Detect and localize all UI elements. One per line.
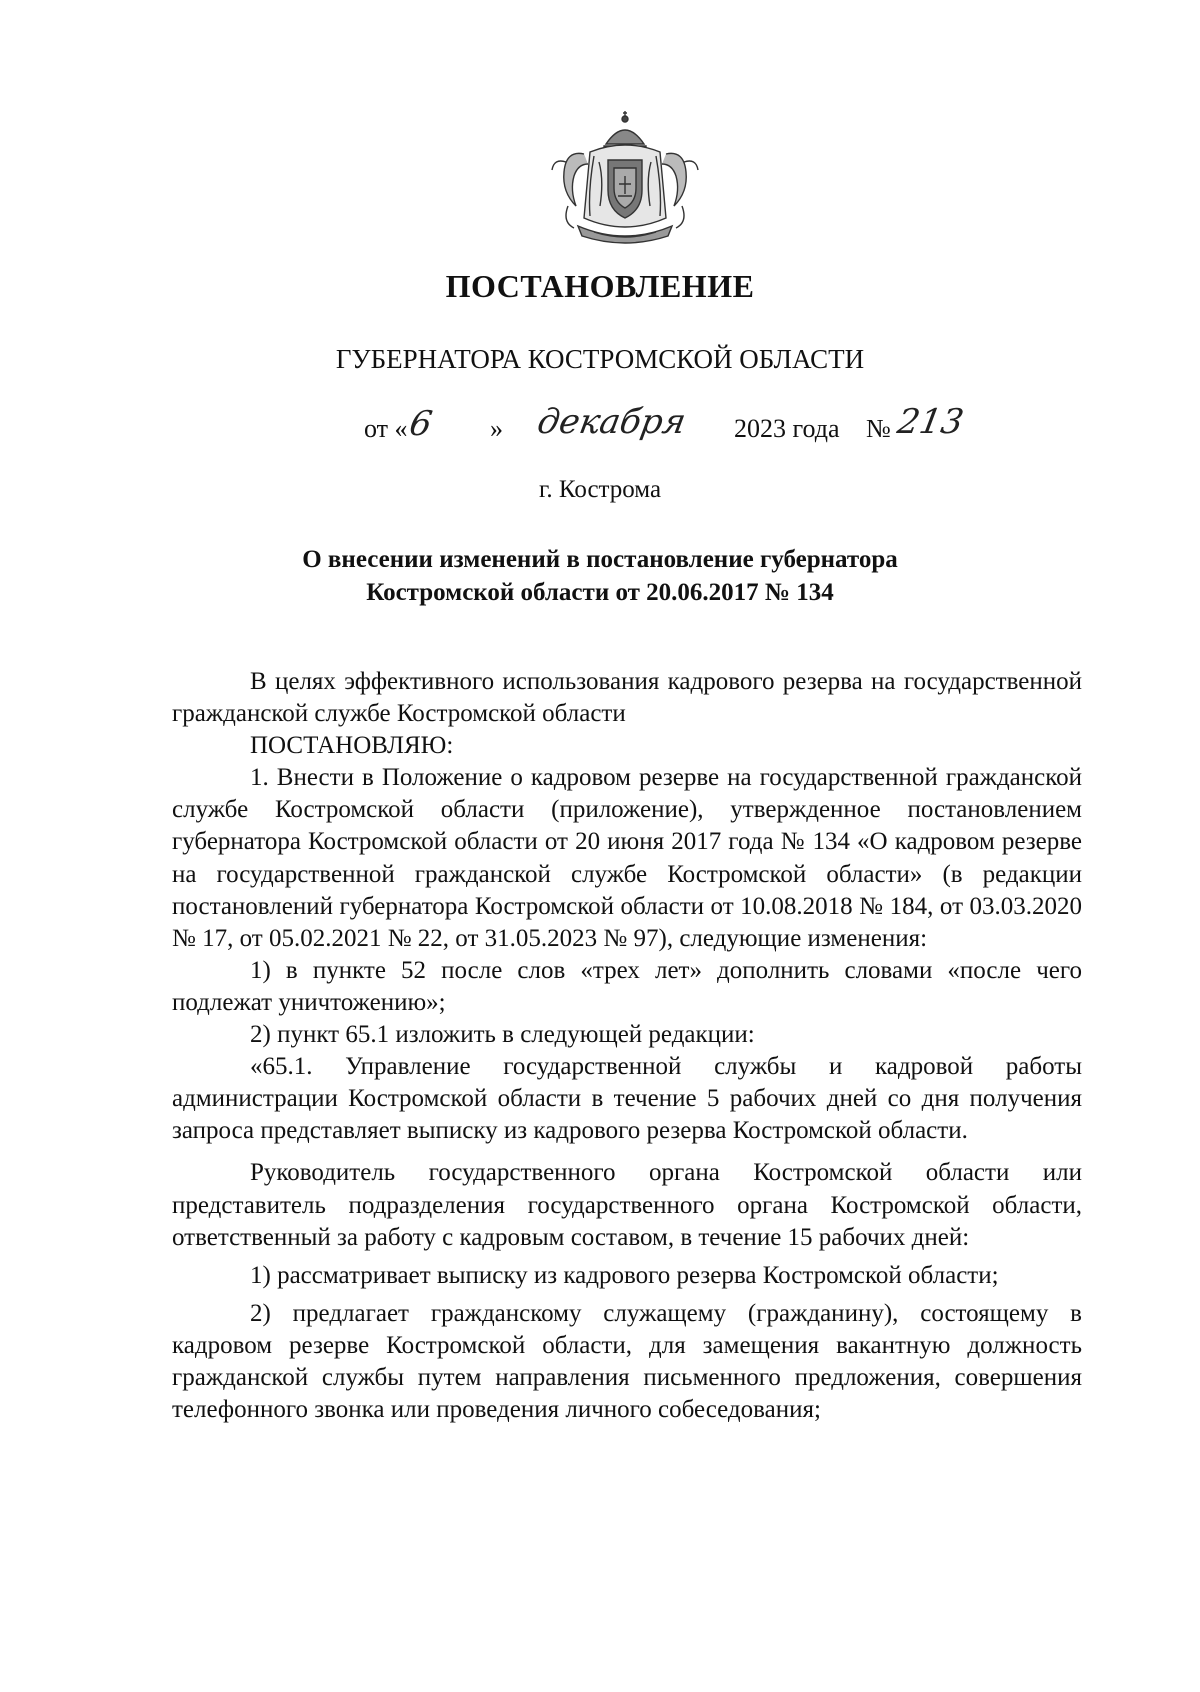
paragraph-head-duties: Руководитель государственного органа Костромской области или представитель подразделения государственного органа Костромской области, ответственный за работу с кадровым составом, в течение 15 рабочих дней: [172, 1159, 1082, 1251]
document-subject [220, 543, 980, 609]
document-type-title: ПОСТАНОВЛЕНИЕ [445, 268, 755, 304]
paragraph-duty-1: 1) рассматривает выписку из кадрового резерва Костромской области; [250, 1261, 999, 1289]
paragraph-subitem-2: 2) пункт 65.1 изложить в следующей редакции: [250, 1021, 755, 1049]
subject-line-1: О внесении изменений в постановление губернатора [302, 546, 898, 573]
number-sign: № [866, 414, 891, 443]
subject-line-2: Костромской области от 20.06.2017 № 134 [366, 579, 834, 606]
paragraph-duty-2: 2) предлагает гражданскому служащему (гражданину), состоящему в кадровом резерве Костромской области, для замещения вакантную должность гражданской службы путем направления письменного предложения, совершения телефонного звонка или проведения личного собеседования; [172, 1299, 1082, 1424]
handwritten-month: декабря [534, 402, 689, 442]
handwritten-day: 6 [406, 404, 436, 444]
issuer-title: ГУБЕРНАТОРА КОСТРОМСКОЙ ОБЛАСТИ [335, 344, 865, 374]
date-quote-close: » [490, 414, 503, 443]
paragraph-item-1: 1. Внести в Положение о кадровом резерве на государственной гражданской службе Костромской области (приложение), утвержденное постановлением губернатора Костромской области от 20 июня 2017 года № 134 «О кадровом резерве на государственной гражданской службе Костромской области» (в редакции постановлений губернатора Костромской области от 10.08.2018 № 184, от 03.03.2020 № 17, от 05.02.2021 № 22, от 31.05.2023 № 97), следующие изменения: [172, 764, 1082, 952]
date-year: 2023 года [734, 414, 840, 443]
date-prefix: от « [364, 414, 408, 443]
document-body [172, 666, 1082, 1426]
handwritten-number: 213 [894, 402, 967, 442]
paragraph-subitem-1: 1) в пункте 52 после слов «трех лет» дополнить словами «после чего подлежат уничтожению»; [172, 956, 1082, 1016]
paragraph-clause-65-1: «65.1. Управление государственной службы и кадровой работы администрации Костромской области в течение 5 рабочих дней со дня получения запроса представляет выписку из кадрового резерва Костромской области. [172, 1053, 1082, 1145]
paragraph-resolve: ПОСТАНОВЛЯЮ: [250, 732, 454, 760]
paragraph-preamble: В целях эффективного использования кадрового резерва на государственной гражданской службе Костромской области [172, 668, 1082, 728]
coat-of-arms-icon [544, 110, 706, 250]
city-line: г. Кострома [538, 476, 662, 503]
